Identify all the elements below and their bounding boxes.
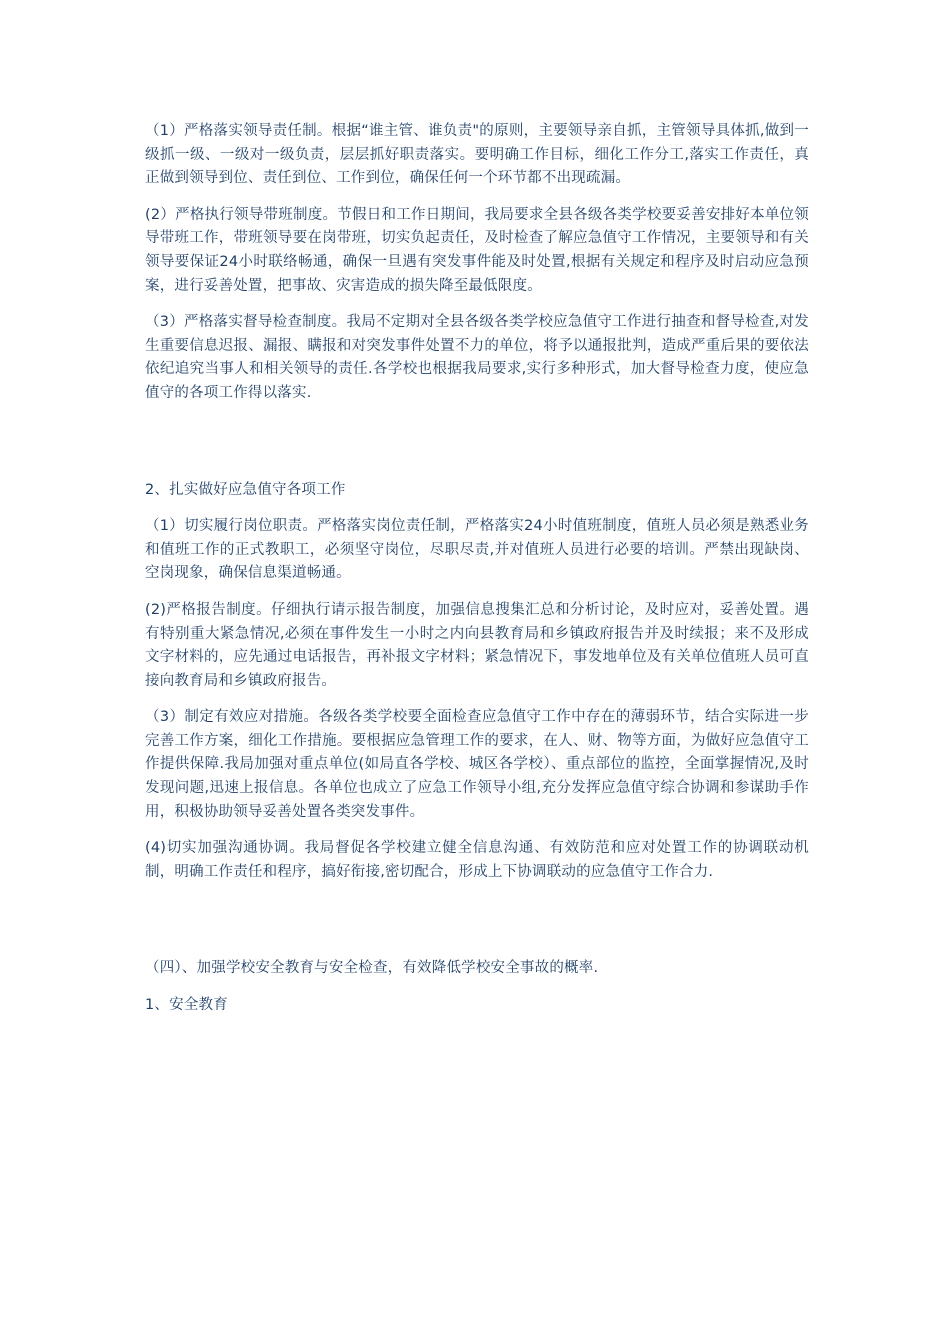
paragraph-post-duties: （1）切实履行岗位职责。严格落实岗位责任制，严格落实24小时值班制度，值班人员必须是熟悉业务和值班工作的正式教职工，必须坚守岗位，尽职尽责,并对值班人员进行必要的培训。严禁出现缺岗、空岗现象，确保信息渠道畅通。 bbox=[145, 518, 809, 582]
paragraph-reporting-system: (2)严格报告制度。仔细执行请示报告制度，加强信息搜集汇总和分析讨论，及时应对，妥善处置。遇有特别重大紧急情况,必须在事件发生一小时之内向县教育局和乡镇政府报告并及时续报；来不及形成文字材料的，应先通过电话报告，再补报文字材料；紧急情况下，事发地单位及有关单位值班人员可直接向教育局和乡镇政府报告。 bbox=[145, 601, 809, 689]
paragraph-leader-on-duty: (2）严格执行领导带班制度。节假日和工作日期间，我局要求全县各级各类学校要妥善安排好本单位领导带班工作，带班领导要在岗带班，切实负起责任，及时检查了解应急值守工作情况，主要领导和有关领导要保证24小时联络畅通，确保一旦遇有突发事件能及时处置,根据有关规定和程序及时启动应急预案，进行妥善处置，把事故、灾害造成的损失降至最低限度。 bbox=[145, 206, 809, 294]
section-spacer bbox=[145, 419, 809, 479]
paragraph-communication-coordination: (4)切实加强沟通协调。我局督促各学校建立健全信息沟通、有效防范和应对处置工作的协调联动机制，明确工作责任和程序，搞好衔接,密切配合，形成上下协调联动的应急值守工作合力. bbox=[145, 840, 809, 880]
section-spacer bbox=[145, 897, 809, 957]
paragraph-response-measures: （3）制定有效应对措施。各级各类学校要全面检查应急值守工作中存在的薄弱环节，结合实际进一步完善工作方案，细化工作措施。要根据应急管理工作的要求，在人、财、物等方面，为做好应急值守工作提供保障.我局加强对重点单位(如局直各学校、城区各学校）、重点部位的监控，全面掌握情况,及时发现问题,迅速上报信息。各单位也成立了应急工作领导小组,充分发挥应急值守综合协调和参谋助手作用，积极协助领导妥善处置各类突发事件。 bbox=[145, 709, 809, 820]
paragraph-leadership-responsibility: （1）严格落实领导责任制。根据“谁主管、谁负责"的原则，主要领导亲自抓，主管领导具体抓,做到一级抓一级、一级对一级负责，层层抓好职责落实。要明确工作目标，细化工作分工,落实工作责任，真正做到领导到位、责任到位、工作到位，确保任何一个环节都不出现疏漏。 bbox=[145, 123, 809, 187]
subsection-heading-safety-education: 1、安全教育 bbox=[145, 997, 228, 1014]
section-heading-safety-education: （四）、加强学校安全教育与安全检查，有效降低学校安全事故的概率. bbox=[145, 960, 599, 977]
document-body bbox=[145, 120, 809, 1031]
section-heading-emergency-duty: 2、扎实做好应急值守各项工作 bbox=[145, 481, 346, 498]
paragraph-supervision-inspection: （3）严格落实督导检查制度。我局不定期对全县各级各类学校应急值守工作进行抽查和督导检查,对发生重要信息迟报、漏报、瞒报和对突发事件处置不力的单位，将予以通报批判，造成严重后果的要依法依纪追究当事人和相关领导的责任.各学校也根据我局要求,实行多种形式，加大督导检查力度，使应急值守的各项工作得以落实. bbox=[145, 314, 809, 401]
